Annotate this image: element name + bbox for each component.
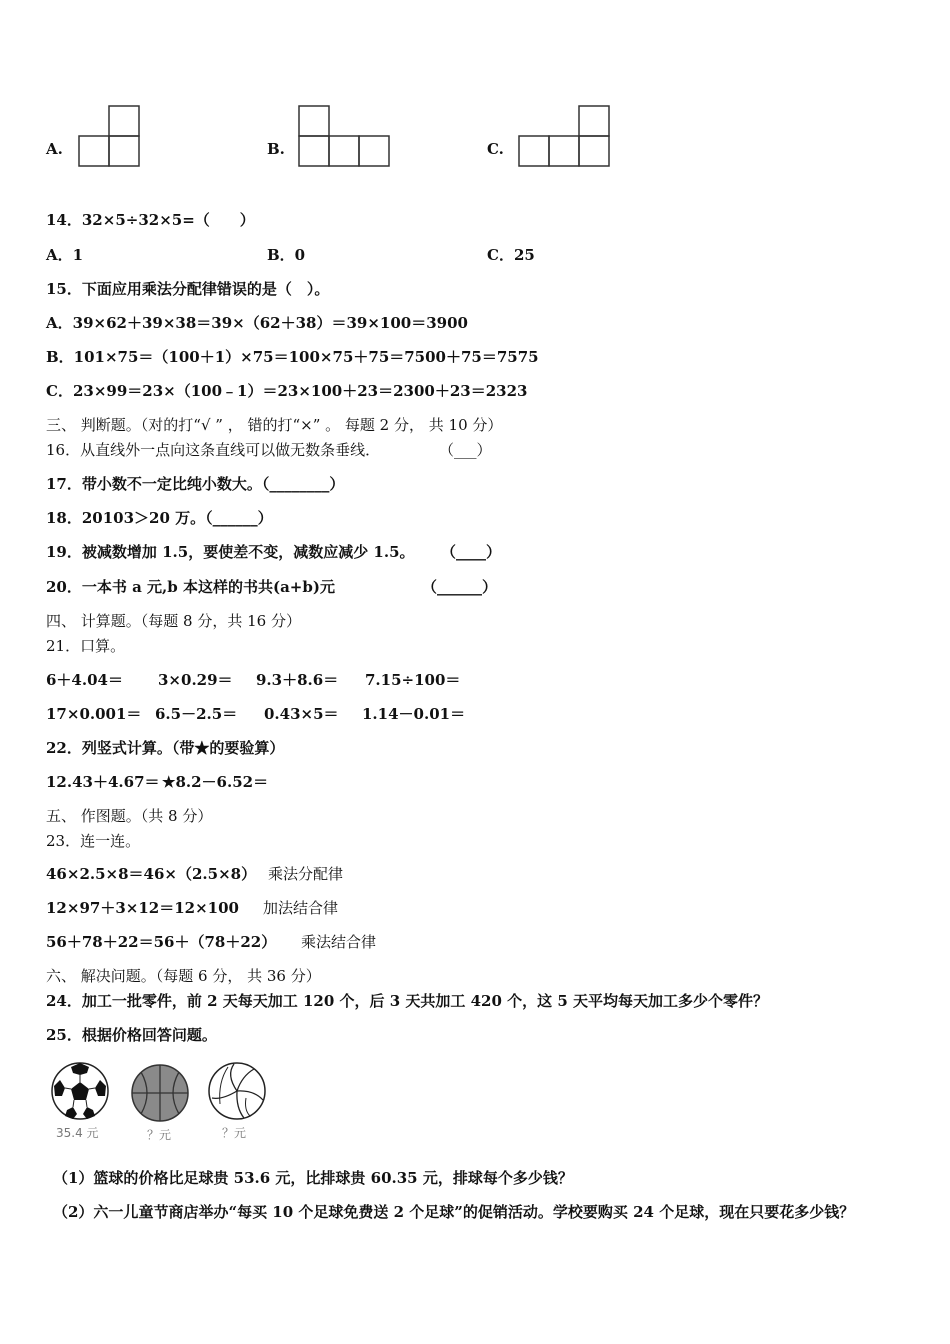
q25-sub1: （1）篮球的价格比足球贵 53.6 元，比排球贵 60.35 元，排球每个多少钱？ [53, 1169, 573, 1187]
q21-item: 9.3＋8.6＝ [256, 671, 339, 689]
basketball-price: ？元 [147, 1128, 172, 1142]
q21-item: 17×0.001＝ [46, 705, 142, 723]
q13-option-c-figure [516, 104, 612, 170]
q21-item: 3×0.29＝ [158, 671, 233, 689]
q14-option-a: A．1 [46, 246, 84, 264]
q14-option-b: B．0 [267, 246, 306, 264]
q13-option-b-figure [296, 104, 392, 170]
q15-option-b: B．101×75＝（100＋1）×75＝100×75＋75＝7500＋75＝7575 [46, 348, 539, 366]
q19-text: 19．被减数增加 1.5，要使差不变，减数应减少 1.5。 [46, 543, 415, 561]
q24-text: 24．加工一批零件，前 2 天每天加工 120 个，后 3 天共加工 420 个，这 5 天平均每天加工多少个零件？ [46, 992, 769, 1010]
q13-option-b-label: B. [267, 140, 285, 158]
q23-right: 加法结合律 [263, 899, 339, 917]
q13-option-c-label: C. [487, 140, 504, 158]
q15-option-c: C．23×99＝23×（100﹣1）＝23×100＋23＝2300＋23＝2323 [46, 382, 528, 400]
basketball-icon [129, 1062, 191, 1124]
q14-option-c: C．25 [487, 246, 535, 264]
q16-blank: （___） [439, 441, 492, 459]
q22-stem: 22．列竖式计算。（带★的要验算） [46, 739, 285, 757]
q13-option-a-figure [76, 104, 142, 170]
q16-text: 16．从直线外一点向这条直线可以做无数条垂线． [46, 441, 381, 459]
q20-text: 20．一本书 a 元,b 本这样的书共(a+b)元 [46, 578, 335, 596]
soccer-ball-price: 35.4 元 [56, 1126, 99, 1140]
q20-blank: （______） [422, 578, 498, 596]
q14-stem: 14．32×5÷32×5=（ ） [46, 211, 255, 229]
q18-text: 18．20103＞20 万。（______） [46, 509, 273, 527]
section3-title: 三、 判断题。（对的打“√ ” ， 错的打“×” 。 每题 2 分， 共 10 分） [46, 416, 503, 434]
q25-stem: 25．根据价格回答问题。 [46, 1026, 217, 1044]
q17-text: 17．带小数不一定比纯小数大。（________） [46, 475, 345, 493]
q15-option-a: A．39×62＋39×38＝39×（62＋38）＝39×100＝3900 [46, 314, 468, 332]
q21-item: 0.43×5＝ [264, 705, 339, 723]
q23-left: 56＋78＋22＝56＋（78＋22） [46, 933, 277, 951]
q13-option-a-label: A. [46, 140, 63, 158]
q25-sub2: （2）六一儿童节商店举办“每买 10 个足球免费送 2 个足球”的促销活动。学校要购买 24 个足球，现在只要花多少钱？ [53, 1203, 855, 1221]
q23-stem: 23．连一连。 [46, 832, 141, 850]
q21-stem: 21．口算。 [46, 637, 126, 655]
q23-right: 乘法结合律 [301, 933, 377, 951]
section5-title: 五、 作图题。（共 8 分） [46, 807, 213, 825]
q21-item: 1.14－0.01＝ [362, 705, 466, 723]
q15-stem: 15．下面应用乘法分配律错误的是（ ）。 [46, 280, 330, 298]
q23-right: 乘法分配律 [268, 865, 344, 883]
q23-left: 46×2.5×8＝46×（2.5×8） [46, 865, 257, 883]
volleyball-price: ？元 [222, 1126, 247, 1140]
q23-left: 12×97＋3×12＝12×100 [46, 899, 239, 917]
volleyball-icon [206, 1060, 268, 1122]
soccer-ball-icon [49, 1060, 111, 1122]
q22-item: ★8.2－6.52＝ [162, 773, 269, 791]
q22-item: 12.43＋4.67＝ [46, 773, 160, 791]
section6-title: 六、 解决问题。（每题 6 分， 共 36 分） [46, 967, 321, 985]
q21-item: 6.5－2.5＝ [155, 705, 238, 723]
q21-item: 7.15÷100＝ [365, 671, 461, 689]
q21-item: 6＋4.04＝ [46, 671, 123, 689]
section4-title: 四、 计算题。（每题 8 分，共 16 分） [46, 612, 301, 630]
q19-blank: （____） [441, 543, 502, 561]
